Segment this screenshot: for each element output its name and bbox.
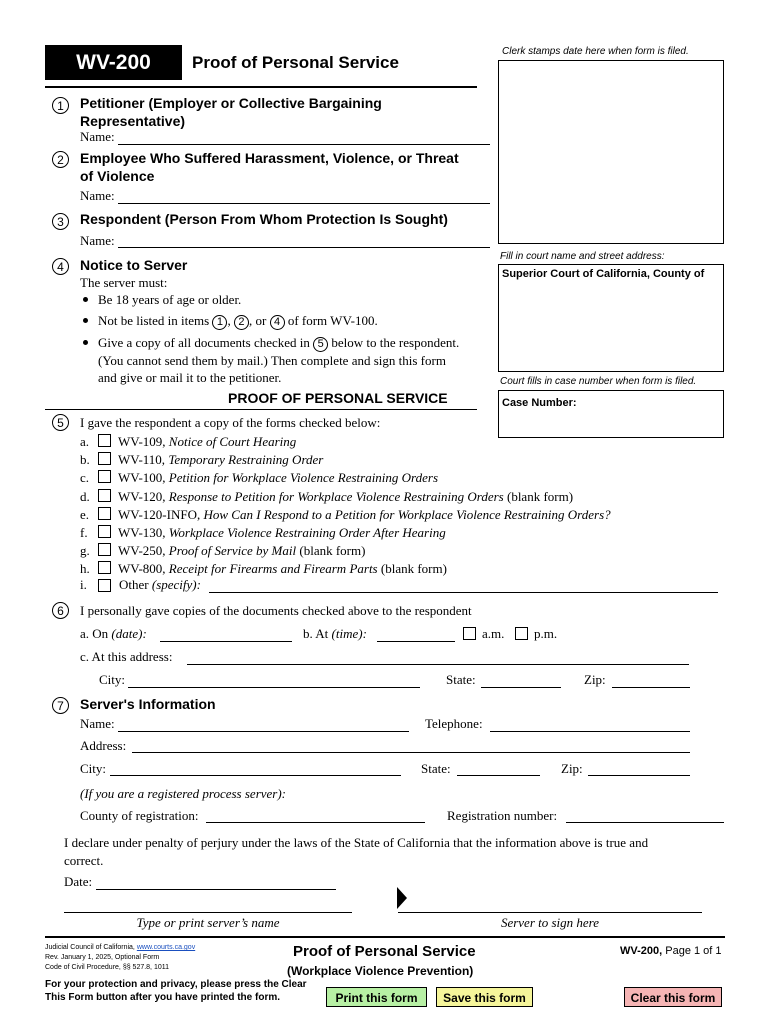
option-letter: g. xyxy=(80,543,90,558)
other-specify: (specify): xyxy=(151,577,201,592)
service-state-field[interactable] xyxy=(481,687,561,688)
item-ref-5: 5 xyxy=(313,337,328,352)
item3-title: Respondent (Person From Whom Protection Is Sought) xyxy=(80,211,448,227)
time-label: b. At xyxy=(303,626,329,641)
item-number-4: 4 xyxy=(52,258,69,275)
registration-number-field[interactable] xyxy=(566,822,724,823)
privacy-notice-line2: This Form button after you have printed the form. xyxy=(45,992,281,1003)
item-number-3: 3 xyxy=(52,213,69,230)
server-city-label: City: xyxy=(80,761,107,776)
form-option-name: How Can I Respond to a Petition for Workplace Violence Restraining Orders? xyxy=(203,507,611,522)
item7-title: Server's Information xyxy=(80,696,216,712)
item4-bullet2 xyxy=(98,313,378,330)
form-option-name: Receipt for Firearms and Firearm Parts xyxy=(168,561,378,576)
server-state-field[interactable] xyxy=(457,775,540,776)
server-telephone-label: Telephone: xyxy=(425,716,483,731)
item4-title: Notice to Server xyxy=(80,257,188,273)
footer-page-number: Page 1 of 1 xyxy=(665,945,722,957)
declaration-line2: correct. xyxy=(64,853,104,868)
case-number-label: Case Number: xyxy=(502,397,577,409)
item-number-5: 5 xyxy=(52,414,69,431)
item1-title-line2: Representative) xyxy=(80,113,186,129)
declaration-line1: I declare under penalty of perjury under the laws of the State of California that the information above is true and xyxy=(64,835,649,850)
item6-intro: I personally gave copies of the documents checked above to the respondent xyxy=(80,603,472,618)
option-letter: i. xyxy=(80,577,87,592)
form-option-name: Response to Petition for Workplace Violence Restraining Orders xyxy=(168,489,504,504)
proof-heading-rule xyxy=(45,409,477,410)
form-option-row xyxy=(80,452,323,468)
form-option-code: WV-110, xyxy=(118,452,166,467)
server-telephone-field[interactable] xyxy=(490,731,690,732)
privacy-notice-line1: For your protection and privacy, please press the Clear xyxy=(45,979,307,990)
footer-citation xyxy=(45,943,195,973)
item6-date-label xyxy=(80,626,147,642)
other-label xyxy=(119,577,201,593)
service-date-field[interactable] xyxy=(160,641,292,642)
form-option-row xyxy=(80,507,611,523)
am-checkbox[interactable] xyxy=(463,627,476,640)
form-option-checkbox[interactable] xyxy=(98,525,111,538)
form-option-checkbox[interactable] xyxy=(98,543,111,556)
bullet3-line3: and give or mail it to the petitioner. xyxy=(98,369,282,385)
court-name-box[interactable] xyxy=(498,264,724,372)
server-zip-field[interactable] xyxy=(588,775,690,776)
item-ref-1: 1 xyxy=(212,315,227,330)
bullet3-text-b: below to the respondent. xyxy=(331,335,460,350)
option-letter: d. xyxy=(80,489,90,504)
item4-bullet1: Be 18 years of age or older. xyxy=(98,292,242,307)
item4-bullet3 xyxy=(98,334,459,386)
respondent-name-field[interactable] xyxy=(118,247,490,248)
page-title: Proof of Personal Service xyxy=(192,53,399,72)
form-option-name: Temporary Restraining Order xyxy=(168,452,324,467)
server-name-field[interactable] xyxy=(118,731,409,732)
form-option-code: WV-109, xyxy=(118,434,166,449)
bullet-dot xyxy=(83,318,88,323)
item6-address-label: c. At this address: xyxy=(80,649,173,664)
form-option-suffix: (blank form) xyxy=(506,489,574,504)
form-option-suffix: (blank form) xyxy=(380,561,447,576)
item1-title-line1: Petitioner (Employer or Collective Bargaining xyxy=(80,95,382,111)
form-option-checkbox[interactable] xyxy=(98,470,111,483)
service-city-field[interactable] xyxy=(128,687,420,688)
court-name-note: Fill in court name and street address: xyxy=(500,251,665,262)
form-id-badge: WV-200 xyxy=(45,45,182,80)
form-option-suffix: (blank form) xyxy=(299,543,366,558)
petitioner-name-field[interactable] xyxy=(118,144,490,145)
privacy-notice xyxy=(45,978,307,1004)
bullet3-text-a: Give a copy of all documents checked in xyxy=(98,335,310,350)
footer-form-id: WV-200, xyxy=(620,945,663,957)
form-option-checkbox[interactable] xyxy=(98,452,111,465)
am-label: a.m. xyxy=(482,626,505,641)
item-number-7: 7 xyxy=(52,697,69,714)
item6-time-label xyxy=(303,626,367,642)
form-option-code: WV-130, xyxy=(118,525,166,540)
date-label-italic: (date): xyxy=(111,626,147,641)
declaration-date-label: Date: xyxy=(64,874,93,889)
court-name-label: Superior Court of California, County of xyxy=(502,268,705,280)
form-option-row xyxy=(80,525,446,541)
bullet2-text-b: of form WV-100. xyxy=(287,313,378,328)
signature-caption: Server to sign here xyxy=(500,915,600,930)
clear-form-button[interactable]: Clear this form xyxy=(624,987,722,1007)
declaration-date-field[interactable] xyxy=(96,889,336,890)
registered-server-note: (If you are a registered process server): xyxy=(80,786,287,801)
form-option-checkbox[interactable] xyxy=(98,434,111,447)
option-letter: b. xyxy=(80,452,90,467)
form-option-row xyxy=(80,543,365,559)
bullet2-text-a: Not be listed in items xyxy=(98,313,210,328)
bullet-dot xyxy=(83,297,88,302)
item2-title-line1: Employee Who Suffered Harassment, Violence, or Threat xyxy=(80,150,459,166)
other-text: Other xyxy=(119,577,149,592)
item6-zip-label: Zip: xyxy=(584,672,606,687)
option-letter: f. xyxy=(80,525,88,540)
item2-name-label: Name: xyxy=(80,188,115,203)
other-checkbox[interactable] xyxy=(98,579,111,592)
footer-revision: Rev. January 1, 2025, Optional Form xyxy=(45,954,160,961)
form-option-checkbox[interactable] xyxy=(98,507,111,520)
footer-rule xyxy=(45,936,725,938)
save-form-button[interactable]: Save this form xyxy=(436,987,533,1007)
signature-arrow-icon xyxy=(397,887,407,909)
bullet-dot xyxy=(83,340,88,345)
footer-page-info xyxy=(620,945,722,957)
form-option-row xyxy=(80,434,296,450)
case-number-box[interactable] xyxy=(498,390,724,438)
form-option-code: WV-100, xyxy=(118,470,166,485)
server-city-field[interactable] xyxy=(110,775,401,776)
item-ref-4: 4 xyxy=(270,315,285,330)
pm-label: p.m. xyxy=(534,626,558,641)
time-label-italic: (time): xyxy=(331,626,367,641)
item6-city-label: City: xyxy=(99,672,126,687)
clerk-stamp-note: Clerk stamps date here when form is filed. xyxy=(502,46,689,57)
declaration-text xyxy=(64,834,648,870)
server-signature-field[interactable] xyxy=(398,912,702,913)
footer-council: Judicial Council of California, xyxy=(45,944,135,951)
item1-title xyxy=(80,94,382,130)
form-option-code: WV-120, xyxy=(118,489,166,504)
proof-heading: PROOF OF PERSONAL SERVICE xyxy=(228,390,448,406)
option-letter: h. xyxy=(80,561,90,576)
item-number-6: 6 xyxy=(52,602,69,619)
item2-title xyxy=(80,149,459,185)
footer-subtitle: (Workplace Violence Prevention) xyxy=(287,964,474,978)
clerk-stamp-box xyxy=(498,60,724,244)
footer-title: Proof of Personal Service xyxy=(293,943,476,960)
courts-website-link[interactable]: www.courts.ca.gov xyxy=(136,944,196,951)
footer-code: Code of Civil Procedure, §§ 527.8, 1011 xyxy=(45,964,170,971)
server-zip-label: Zip: xyxy=(561,761,583,776)
server-name-label: Name: xyxy=(80,716,115,731)
print-form-button[interactable]: Print this form xyxy=(326,987,427,1007)
service-time-field[interactable] xyxy=(377,641,455,642)
bullet3-line2: (You cannot send them by mail.) Then complete and sign this form xyxy=(98,352,446,368)
county-registration-label: County of registration: xyxy=(80,808,199,823)
item5-intro: I gave the respondent a copy of the forms checked below: xyxy=(80,415,381,430)
service-zip-field[interactable] xyxy=(612,687,690,688)
form-option-row xyxy=(80,470,438,486)
server-address-field[interactable] xyxy=(132,752,690,753)
bullet2-sep1: , xyxy=(227,313,231,328)
item3-name-label: Name: xyxy=(80,233,115,248)
item6-state-label: State: xyxy=(446,672,476,687)
form-option-name: Petition for Workplace Violence Restraining Orders xyxy=(168,470,439,485)
form-option-name: Proof of Service by Mail xyxy=(168,543,297,558)
option-letter: c. xyxy=(80,470,90,485)
pm-checkbox[interactable] xyxy=(515,627,528,640)
server-address-label: Address: xyxy=(80,738,127,753)
item1-name-label: Name: xyxy=(80,129,115,144)
item-number-1: 1 xyxy=(52,97,69,114)
server-state-label: State: xyxy=(421,761,451,776)
form-option-checkbox[interactable] xyxy=(98,561,111,574)
item2-title-line2: of Violence xyxy=(80,168,155,184)
printed-name-caption: Type or print server’s name xyxy=(136,915,280,930)
form-option-checkbox[interactable] xyxy=(98,489,111,502)
form-option-code: WV-250, xyxy=(118,543,166,558)
registration-number-label: Registration number: xyxy=(447,808,558,823)
form-option-code: WV-800, xyxy=(118,561,166,576)
form-option-name: Workplace Violence Restraining Order After Hearing xyxy=(168,525,446,540)
date-label: a. On xyxy=(80,626,109,641)
form-option-row xyxy=(80,561,447,577)
form-option-code: WV-120-INFO, xyxy=(118,507,201,522)
other-specify-field[interactable] xyxy=(209,592,718,593)
bullet2-sep2: , or xyxy=(248,313,267,328)
item4-intro: The server must: xyxy=(80,275,168,290)
form-option-row xyxy=(80,489,573,505)
item-number-2: 2 xyxy=(52,151,69,168)
server-printed-name-field[interactable] xyxy=(64,912,352,913)
form-option-name: Notice of Court Hearing xyxy=(168,434,297,449)
option-letter: e. xyxy=(80,507,90,522)
case-number-note: Court fills in case number when form is filed. xyxy=(500,376,697,387)
option-letter: a. xyxy=(80,434,90,449)
employee-name-field[interactable] xyxy=(118,203,490,204)
header-rule xyxy=(45,86,477,88)
item-ref-2: 2 xyxy=(234,315,249,330)
service-address-field[interactable] xyxy=(187,664,689,665)
county-registration-field[interactable] xyxy=(206,822,425,823)
